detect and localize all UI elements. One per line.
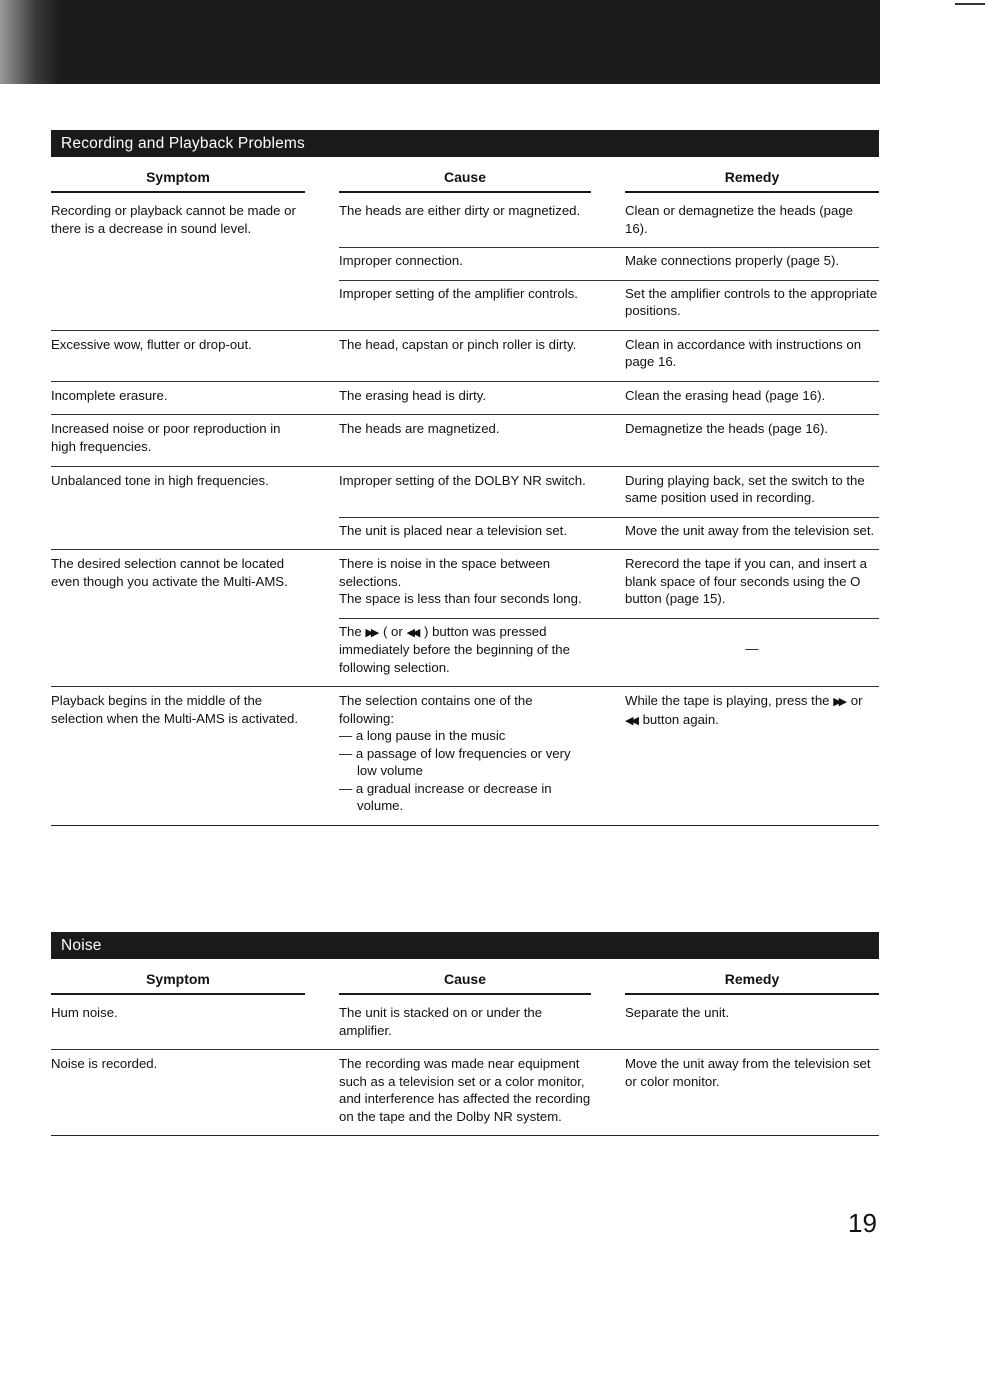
table-row-group — [51, 687, 879, 826]
header-symptom: Symptom — [146, 971, 210, 987]
section-noise — [51, 969, 879, 1136]
table-row — [339, 280, 879, 330]
header-remedy: Remedy — [724, 169, 780, 185]
remedy-text: Move the unit away from the television set or color monitor. — [625, 1056, 871, 1089]
cause-text: The unit is stacked on or under the amplifier. — [339, 1005, 543, 1038]
symptom-text: Playback begins in the middle of the selection when the Multi-AMS is activated. — [51, 693, 299, 726]
symptom-text: Excessive wow, flutter or drop-out. — [51, 336, 252, 352]
row-rule — [625, 618, 879, 619]
remedy-text: Set the amplifier controls to the appropriate positions. — [625, 285, 878, 318]
cause-text: The recording was made near equipment such as a television set or a color monitor, and interference has affected the recording on the tape and the Dolby NR system. — [339, 1056, 591, 1124]
cause-cell — [339, 550, 591, 618]
cause-text: The unit is placed near a television set. — [339, 522, 567, 538]
header-cause: Cause — [443, 971, 487, 987]
header-rule — [625, 191, 879, 193]
symptom-text: Increased noise or poor reproduction in high frequencies. — [51, 421, 281, 454]
remedy-cell — [625, 687, 879, 825]
remedy-text: Clean the erasing head (page 16). — [625, 387, 826, 403]
remedy-text: While the tape is playing, press the — [625, 693, 830, 708]
symptom-text: Recording or playback cannot be made or there is a decrease in sound level. — [51, 203, 296, 236]
remedy-text: Move the unit away from the television set. — [625, 522, 875, 538]
cause-text: Improper connection. — [339, 253, 463, 268]
cause-cell — [339, 687, 591, 825]
row-rule — [625, 247, 879, 248]
section-recording-playback — [51, 167, 879, 826]
table-row-group — [51, 1050, 879, 1136]
symptom-text: Noise is recorded. — [51, 1056, 158, 1071]
table-row — [339, 247, 879, 280]
table-row — [339, 382, 879, 415]
remedy-text: Clean or demagnetize the heads (page 16). — [625, 203, 854, 236]
cause-list-item: — a passage of low frequencies or very low volume — [339, 745, 571, 778]
remedy-text: Rerecord the tape if you can, and insert a blank space of four seconds using the O button (page 15). — [625, 556, 867, 606]
page-number: 19 — [848, 1208, 877, 1238]
table-row-group — [51, 467, 879, 551]
header-rule — [339, 191, 591, 193]
remedy-text: Separate the unit. — [625, 1005, 730, 1020]
symptom-text: Unbalanced tone in high frequencies. — [51, 472, 269, 488]
header-rule — [51, 191, 305, 193]
remedy-text: Clean in accordance with instructions on page 16. — [625, 336, 862, 369]
top-banner-fade — [0, 0, 60, 84]
top-banner — [0, 0, 880, 84]
cause-text: The selection contains one of the following: — [339, 693, 533, 726]
remedy-post: button again. — [642, 711, 719, 727]
table-row-group — [51, 550, 879, 687]
table-row — [339, 999, 879, 1049]
table-row-group — [51, 197, 879, 331]
fast-forward-icon: ▶▶ — [833, 695, 845, 708]
table-row — [339, 467, 879, 517]
rewind-icon: ◀◀ — [406, 625, 418, 639]
table-row — [339, 550, 879, 618]
table-row — [339, 618, 879, 687]
section-header-recording-playback — [51, 130, 879, 157]
symptom-text: The desired selection cannot be located even though you activate the Multi-AMS. — [51, 556, 288, 589]
fast-forward-icon: ▶▶ — [365, 625, 377, 639]
table-row — [339, 331, 879, 381]
header-cause: Cause — [443, 169, 487, 185]
header-rule — [339, 993, 591, 995]
header-remedy: Remedy — [724, 971, 780, 987]
cause-list-item: — a gradual increase or decrease in volume. — [339, 780, 552, 813]
cause-text-2: The space is less than four seconds long. — [339, 591, 582, 606]
cause-text: There is noise in the space between selections. — [339, 556, 551, 589]
cause-text: The heads are magnetized. — [339, 421, 500, 436]
cause-text: Improper setting of the DOLBY NR switch. — [339, 472, 586, 488]
cause-text: The heads are either dirty or magnetized. — [339, 203, 581, 218]
symptom-text: Incomplete erasure. — [51, 387, 168, 403]
row-rule — [625, 280, 879, 281]
table-row — [339, 415, 879, 466]
table-row — [339, 197, 879, 247]
rewind-icon: ◀◀ — [625, 713, 636, 727]
remedy-text: — — [745, 640, 759, 656]
table-row-group — [51, 382, 879, 416]
table-row-group — [51, 999, 879, 1050]
table-row — [339, 517, 879, 550]
header-symptom: Symptom — [146, 169, 210, 185]
remedy-text: Make connections properly (page 5). — [625, 253, 840, 268]
cause-text: Improper setting of the amplifier controls. — [339, 285, 578, 301]
corner-mark — [955, 3, 985, 5]
table-row-group — [51, 331, 879, 382]
section-title: Recording and Playback Problems — [61, 135, 305, 152]
section-title: Noise — [61, 937, 102, 954]
cause-post: ) button was pressed immediately before the beginning of the following selection. — [339, 623, 570, 675]
remedy-text: During playing back, set the switch to the same position used in recording. — [625, 472, 865, 505]
cause-pre: The — [339, 623, 362, 639]
table-row-group — [51, 415, 879, 467]
symptom-text: Hum noise. — [51, 1005, 118, 1020]
table-row — [339, 1050, 879, 1135]
header-rule — [625, 993, 879, 995]
remedy-text: Demagnetize the heads (page 16). — [625, 421, 829, 436]
header-rule — [51, 993, 305, 995]
cause-text: The head, capstan or pinch roller is dirty. — [339, 336, 577, 352]
table-row — [339, 687, 879, 825]
cause-mid: ( or — [383, 623, 403, 639]
remedy-mid: or — [850, 693, 863, 708]
section-header-noise — [51, 932, 879, 959]
cause-list-item: — a long pause in the music — [339, 728, 506, 743]
cause-cell — [339, 618, 591, 687]
row-rule — [625, 517, 879, 518]
cause-text: The erasing head is dirty. — [339, 387, 487, 403]
